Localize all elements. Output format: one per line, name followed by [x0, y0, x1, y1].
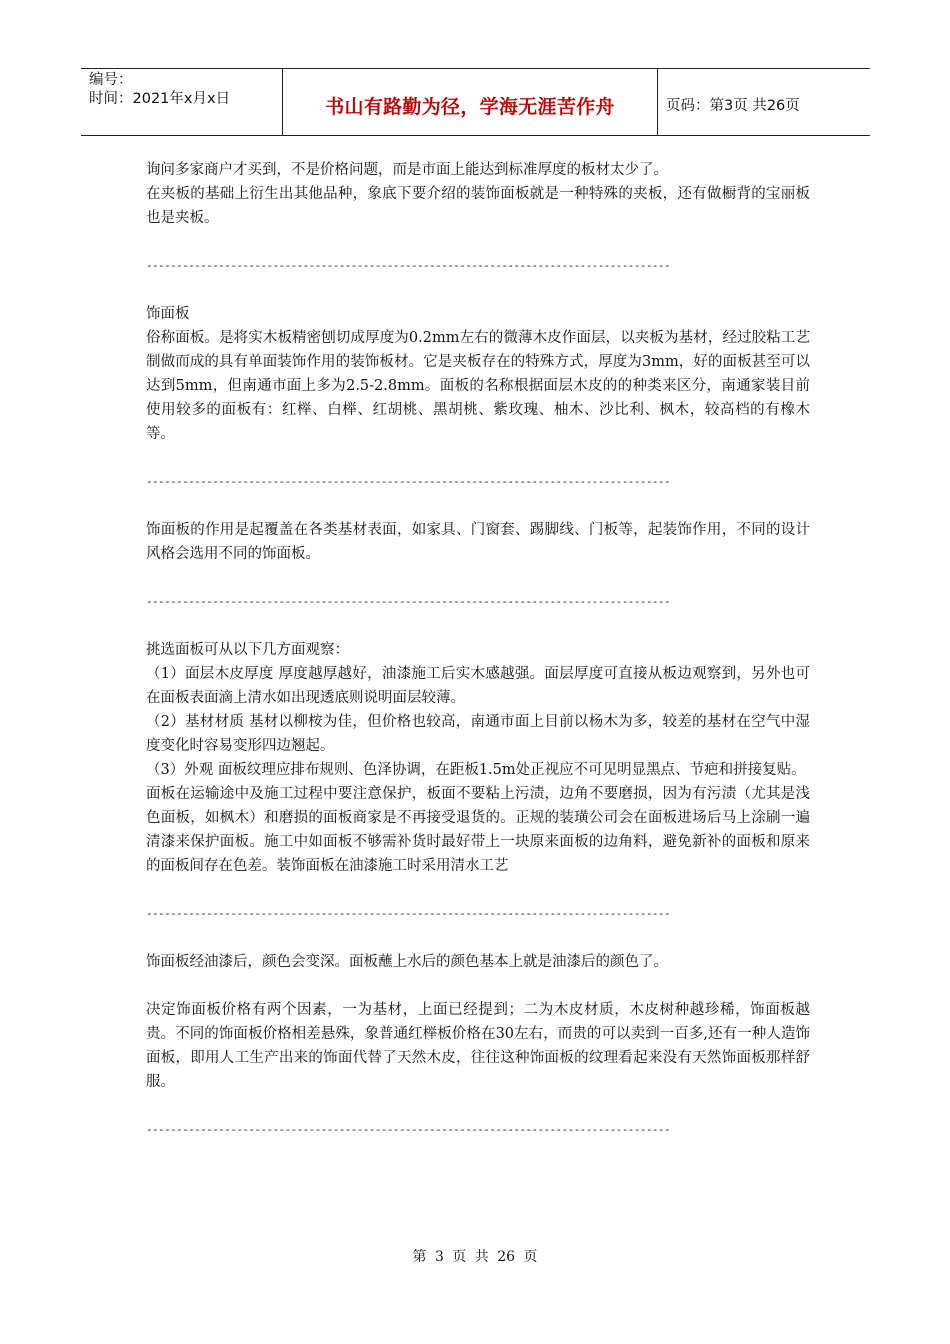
paragraph: 决定饰面板价格有两个因素，一为基材，上面已经提到；二为木皮材质，木皮树种越珍稀，饰面板越贵。不同的饰面板价格相差悬殊，象普通红榉板价格在30左右，而贵的可以卖到一百多,还有一种人造饰面板，即用人工生产出来的饰面代替了天然木皮，往往这种饰面板的纹理看起来没有天然饰面板那样舒服。 [146, 1002, 810, 1090]
paragraph: 面板在运输途中及施工过程中要注意保护，板面不要粘上污渍，边角不要磨损，因为有污渍（尤其是浅色面板，如枫木）和磨损的面板商家是不再接受退货的。正规的装璜公司会在面板进场后马上涂刷一遍清漆来保护面板。施工中如面板不够需补货时最好带上一块原来面板的边角料，避免新补的面板和原来的面板间存在色差。装饰面板在油漆施工时采用清水工艺 [146, 786, 810, 874]
page-header [81, 68, 870, 136]
paragraph: 挑选面板可从以下几方面观察： [146, 642, 349, 658]
separator-line: --------------------------------------------------------------------------------------- [146, 259, 670, 272]
paragraph: 俗称面板。是将实木板精密刨切成厚度为0.2mm左右的微薄木皮作面层，以夹板为基材，经过胶粘工艺制做而成的具有单面装饰作用的装饰板材。它是夹板存在的特殊方式，厚度为3mm，好的面板甚至可以达到5mm，但南通市面上多为2.5-2.8mm。面板的名称根据面层木皮的的种类来区分，南通家装目前使用较多的面板有：红榉、白榉、红胡桃、黑胡桃、紫玫瑰、柚木、沙比利、枫木，较高档的有橡木等。 [146, 330, 810, 442]
separator-line: --------------------------------------------------------------------------------------- [146, 1123, 670, 1136]
page-footer: 第 3 页 共 26 页 [412, 1249, 538, 1265]
list-item: （3）外观 面板纹理应排布规则、色泽协调，在距板1.5m处正视应不可见明显黑点、节疤和拼接复贴。 [146, 762, 806, 778]
separator-line: --------------------------------------------------------------------------------------- [146, 475, 670, 488]
paragraph: 饰面板经油漆后，颜色会变深。面板蘸上水后的颜色基本上就是油漆后的颜色了。 [146, 954, 668, 970]
header-motto: 书山有路勤为径，学海无涯苦作舟 [283, 69, 658, 135]
list-item: （2）基材材质 基材以柳桉为佳，但价格也较高，南通市面上目前以杨木为多，较差的基材在空气中湿度变化时容易变形四边翘起。 [146, 714, 810, 754]
paragraph: 饰面板的作用是起覆盖在各类基材表面，如家具、门窗套、踢脚线、门板等，起装饰作用，不同的设计风格会选用不同的饰面板。 [146, 522, 810, 562]
header-page-label: 页码：第3页 共26页 [666, 97, 800, 114]
document-date-label: 时间：2021年x月x日 [89, 91, 231, 107]
section-heading: 饰面板 [146, 306, 190, 322]
paragraph: 在夹板的基础上衍生出其他品种，象底下要介绍的装饰面板就是一种特殊的夹板，还有做橱背的宝丽板也是夹板。 [146, 186, 810, 226]
document-body [146, 158, 810, 1142]
document-number-label: 编号： [89, 72, 133, 88]
list-item: （1）面层木皮厚度 厚度越厚越好，油漆施工后实木感越强。面层厚度可直接从板边观察到，另外也可在面板表面滴上清水如出现透底则说明面层较薄。 [146, 666, 810, 706]
paragraph: 询问多家商户才买到，不是价格问题，而是市面上能达到标准厚度的板材太少了。 [146, 162, 668, 178]
header-meta [81, 69, 283, 135]
separator-line: --------------------------------------------------------------------------------------- [146, 907, 670, 920]
separator-line: --------------------------------------------------------------------------------------- [146, 595, 670, 608]
